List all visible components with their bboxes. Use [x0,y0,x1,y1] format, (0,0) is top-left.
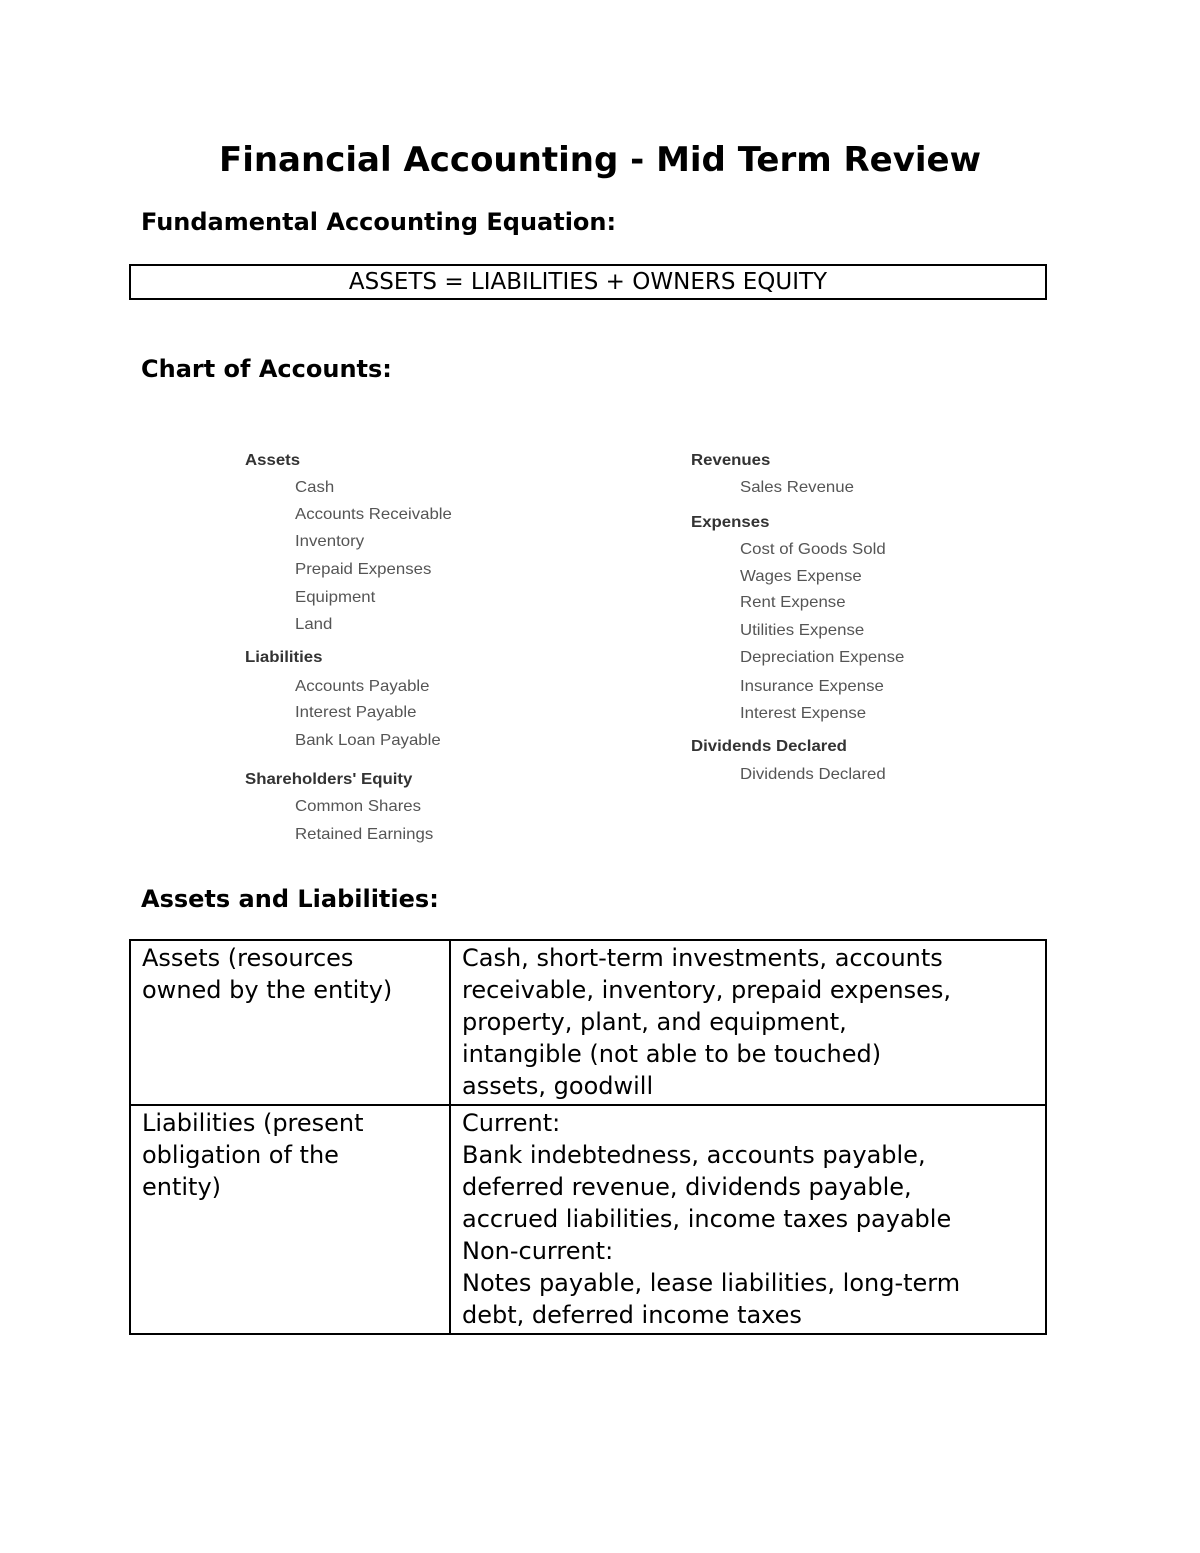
term-line: obligation of the [142,1141,339,1169]
account-item: Utilities Expense [740,622,865,639]
term-line: owned by the entity) [142,976,393,1004]
desc-line: Current: [462,1109,561,1137]
desc-line: Notes payable, lease liabilities, long-term [462,1269,961,1297]
account-group-heading: Expenses [691,514,770,531]
account-item: Bank Loan Payable [295,732,441,749]
account-item: Interest Expense [740,705,867,722]
desc-line: debt, deferred income taxes [462,1301,802,1329]
account-item: Interest Payable [295,704,417,721]
account-group-heading: Shareholders' Equity [245,771,413,788]
term-line: Liabilities (present [142,1109,364,1137]
account-item: Cost of Goods Sold [740,541,886,558]
desc-line: Non-current: [462,1237,614,1265]
account-item: Depreciation Expense [740,649,905,666]
equation-heading: Fundamental Accounting Equation: [141,208,617,236]
assets-liabilities-table [129,939,1047,1335]
term-cell [130,940,450,1105]
account-group-heading: Revenues [691,452,771,469]
desc-line: assets, goodwill [462,1072,654,1100]
account-item: Dividends Declared [740,766,886,783]
account-item: Retained Earnings [295,826,434,843]
accounting-equation-box: ASSETS = LIABILITIES + OWNERS EQUITY [129,264,1047,300]
chart-of-accounts-heading: Chart of Accounts: [141,355,392,383]
desc-line: property, plant, and equipment, [462,1008,847,1036]
table-row [130,940,1046,1105]
term-line: entity) [142,1173,222,1201]
account-item: Cash [295,479,335,496]
account-item: Wages Expense [740,568,862,585]
desc-line: Bank indebtedness, accounts payable, [462,1141,926,1169]
description-cell [450,940,1046,1105]
page-title: Financial Accounting - Mid Term Review [218,140,982,180]
account-item: Inventory [295,533,365,550]
term-line: Assets (resources [142,944,354,972]
table-row [130,1105,1046,1334]
term-cell [130,1105,450,1334]
desc-line: accrued liabilities, income taxes payable [462,1205,952,1233]
account-group-heading: Liabilities [245,649,323,666]
assets-liabilities-heading: Assets and Liabilities: [141,885,439,913]
account-group-heading: Dividends Declared [691,738,847,755]
desc-line: Cash, short-term investments, accounts [462,944,943,972]
account-item: Prepaid Expenses [295,561,432,578]
account-item: Rent Expense [740,594,846,611]
account-item: Land [295,616,333,633]
desc-line: intangible (not able to be touched) [462,1040,882,1068]
account-item: Equipment [295,589,376,606]
description-cell [450,1105,1046,1334]
account-item: Insurance Expense [740,678,884,695]
account-item: Accounts Payable [295,678,430,695]
account-item: Common Shares [295,798,422,815]
account-item: Accounts Receivable [295,506,452,523]
account-item: Sales Revenue [740,479,854,496]
desc-line: deferred revenue, dividends payable, [462,1173,912,1201]
desc-line: receivable, inventory, prepaid expenses, [462,976,952,1004]
account-group-heading: Assets [245,452,301,469]
